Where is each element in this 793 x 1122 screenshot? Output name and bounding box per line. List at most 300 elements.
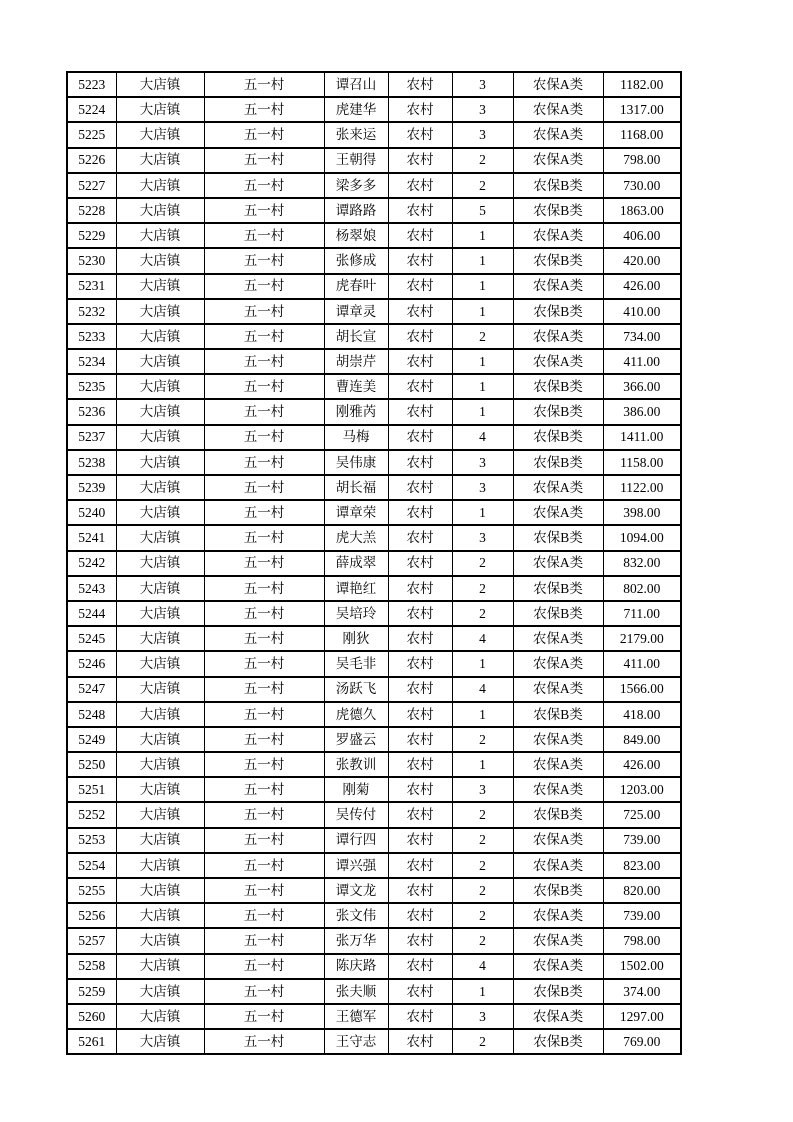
- person-name-cell: 刚菊: [324, 777, 388, 802]
- table-row: [67, 122, 681, 147]
- person-count-cell: 1: [452, 374, 513, 399]
- village-cell: 五一村: [204, 677, 324, 702]
- town-cell: 大店镇: [116, 248, 204, 273]
- person-count-cell: 4: [452, 677, 513, 702]
- amount-cell: 410.00: [603, 299, 681, 324]
- town-cell: 大店镇: [116, 97, 204, 122]
- person-name-cell: 王德军: [324, 1004, 388, 1029]
- row-id-cell: 5223: [67, 72, 116, 97]
- residence-type-cell: 农村: [388, 223, 452, 248]
- person-name-cell: 刚狄: [324, 626, 388, 651]
- town-cell: 大店镇: [116, 853, 204, 878]
- village-cell: 五一村: [204, 299, 324, 324]
- town-cell: 大店镇: [116, 324, 204, 349]
- person-count-cell: 1: [452, 651, 513, 676]
- row-id-cell: 5231: [67, 274, 116, 299]
- person-name-cell: 张文伟: [324, 903, 388, 928]
- village-cell: 五一村: [204, 551, 324, 576]
- person-name-cell: 谭艳红: [324, 576, 388, 601]
- amount-cell: 420.00: [603, 248, 681, 273]
- row-id-cell: 5254: [67, 853, 116, 878]
- insurance-category-cell: 农保A类: [513, 752, 603, 777]
- person-count-cell: 2: [452, 828, 513, 853]
- row-id-cell: 5240: [67, 500, 116, 525]
- insurance-category-cell: 农保B类: [513, 525, 603, 550]
- town-cell: 大店镇: [116, 475, 204, 500]
- amount-cell: 386.00: [603, 399, 681, 424]
- village-cell: 五一村: [204, 500, 324, 525]
- residence-type-cell: 农村: [388, 173, 452, 198]
- table-row: [67, 878, 681, 903]
- insurance-category-cell: 农保A类: [513, 148, 603, 173]
- residence-type-cell: 农村: [388, 777, 452, 802]
- person-count-cell: 3: [452, 1004, 513, 1029]
- insurance-category-cell: 农保A类: [513, 1004, 603, 1029]
- insurance-category-cell: 农保A类: [513, 223, 603, 248]
- insurance-category-cell: 农保A类: [513, 97, 603, 122]
- document-page: [66, 71, 682, 1055]
- insurance-category-cell: 农保B类: [513, 198, 603, 223]
- amount-cell: 1158.00: [603, 450, 681, 475]
- row-id-cell: 5245: [67, 626, 116, 651]
- amount-cell: 849.00: [603, 727, 681, 752]
- insurance-category-cell: 农保B类: [513, 576, 603, 601]
- insurance-category-cell: 农保A类: [513, 853, 603, 878]
- town-cell: 大店镇: [116, 399, 204, 424]
- person-name-cell: 张来运: [324, 122, 388, 147]
- town-cell: 大店镇: [116, 198, 204, 223]
- village-cell: 五一村: [204, 274, 324, 299]
- village-cell: 五一村: [204, 349, 324, 374]
- person-name-cell: 汤跃飞: [324, 677, 388, 702]
- person-count-cell: 2: [452, 878, 513, 903]
- person-count-cell: 2: [452, 173, 513, 198]
- person-name-cell: 王守志: [324, 1029, 388, 1054]
- village-cell: 五一村: [204, 576, 324, 601]
- person-count-cell: 3: [452, 97, 513, 122]
- village-cell: 五一村: [204, 954, 324, 979]
- amount-cell: 1863.00: [603, 198, 681, 223]
- table-row: [67, 954, 681, 979]
- person-count-cell: 3: [452, 475, 513, 500]
- row-id-cell: 5225: [67, 122, 116, 147]
- amount-cell: 769.00: [603, 1029, 681, 1054]
- residence-type-cell: 农村: [388, 1004, 452, 1029]
- table-row: [67, 651, 681, 676]
- table-row: [67, 349, 681, 374]
- village-cell: 五一村: [204, 802, 324, 827]
- residence-type-cell: 农村: [388, 374, 452, 399]
- insurance-category-cell: 农保B类: [513, 374, 603, 399]
- village-cell: 五一村: [204, 525, 324, 550]
- insurance-category-cell: 农保B类: [513, 425, 603, 450]
- person-count-cell: 1: [452, 299, 513, 324]
- town-cell: 大店镇: [116, 223, 204, 248]
- table-row: [67, 475, 681, 500]
- table-row: [67, 853, 681, 878]
- person-name-cell: 吴传付: [324, 802, 388, 827]
- town-cell: 大店镇: [116, 878, 204, 903]
- person-count-cell: 1: [452, 399, 513, 424]
- residence-type-cell: 农村: [388, 551, 452, 576]
- amount-cell: 730.00: [603, 173, 681, 198]
- row-id-cell: 5261: [67, 1029, 116, 1054]
- amount-cell: 398.00: [603, 500, 681, 525]
- village-cell: 五一村: [204, 727, 324, 752]
- row-id-cell: 5257: [67, 928, 116, 953]
- insurance-category-cell: 农保B类: [513, 399, 603, 424]
- amount-cell: 1203.00: [603, 777, 681, 802]
- town-cell: 大店镇: [116, 651, 204, 676]
- person-count-cell: 2: [452, 148, 513, 173]
- residence-type-cell: 农村: [388, 802, 452, 827]
- insurance-category-cell: 农保A类: [513, 72, 603, 97]
- table-row: [67, 551, 681, 576]
- person-name-cell: 王朝得: [324, 148, 388, 173]
- town-cell: 大店镇: [116, 274, 204, 299]
- table-row: [67, 828, 681, 853]
- row-id-cell: 5228: [67, 198, 116, 223]
- town-cell: 大店镇: [116, 777, 204, 802]
- row-id-cell: 5232: [67, 299, 116, 324]
- table-row: [67, 399, 681, 424]
- person-name-cell: 张万华: [324, 928, 388, 953]
- residence-type-cell: 农村: [388, 878, 452, 903]
- amount-cell: 418.00: [603, 702, 681, 727]
- amount-cell: 411.00: [603, 349, 681, 374]
- town-cell: 大店镇: [116, 374, 204, 399]
- town-cell: 大店镇: [116, 677, 204, 702]
- person-name-cell: 谭章灵: [324, 299, 388, 324]
- town-cell: 大店镇: [116, 903, 204, 928]
- person-name-cell: 胡长宣: [324, 324, 388, 349]
- table-row: [67, 97, 681, 122]
- town-cell: 大店镇: [116, 576, 204, 601]
- table-row: [67, 979, 681, 1004]
- village-cell: 五一村: [204, 702, 324, 727]
- amount-cell: 1317.00: [603, 97, 681, 122]
- table-row: [67, 1029, 681, 1054]
- village-cell: 五一村: [204, 651, 324, 676]
- person-count-cell: 1: [452, 752, 513, 777]
- person-count-cell: 1: [452, 979, 513, 1004]
- amount-cell: 1411.00: [603, 425, 681, 450]
- person-count-cell: 3: [452, 525, 513, 550]
- table-row: [67, 374, 681, 399]
- residence-type-cell: 农村: [388, 324, 452, 349]
- town-cell: 大店镇: [116, 122, 204, 147]
- person-name-cell: 吴毛非: [324, 651, 388, 676]
- person-name-cell: 罗盛云: [324, 727, 388, 752]
- person-name-cell: 梁多多: [324, 173, 388, 198]
- amount-cell: 832.00: [603, 551, 681, 576]
- person-name-cell: 杨翠娘: [324, 223, 388, 248]
- person-name-cell: 谭召山: [324, 72, 388, 97]
- insurance-category-cell: 农保B类: [513, 601, 603, 626]
- row-id-cell: 5246: [67, 651, 116, 676]
- residence-type-cell: 农村: [388, 72, 452, 97]
- amount-cell: 711.00: [603, 601, 681, 626]
- amount-cell: 802.00: [603, 576, 681, 601]
- row-id-cell: 5255: [67, 878, 116, 903]
- residence-type-cell: 农村: [388, 122, 452, 147]
- insurance-category-cell: 农保B类: [513, 1029, 603, 1054]
- insurance-category-cell: 农保A类: [513, 954, 603, 979]
- person-count-cell: 1: [452, 223, 513, 248]
- row-id-cell: 5235: [67, 374, 116, 399]
- amount-cell: 1566.00: [603, 677, 681, 702]
- town-cell: 大店镇: [116, 1004, 204, 1029]
- insurance-category-cell: 农保A类: [513, 500, 603, 525]
- residence-type-cell: 农村: [388, 349, 452, 374]
- table-row: [67, 173, 681, 198]
- amount-cell: 820.00: [603, 878, 681, 903]
- residence-type-cell: 农村: [388, 677, 452, 702]
- person-count-cell: 2: [452, 928, 513, 953]
- person-name-cell: 胡长福: [324, 475, 388, 500]
- person-name-cell: 张教训: [324, 752, 388, 777]
- row-id-cell: 5227: [67, 173, 116, 198]
- residence-type-cell: 农村: [388, 148, 452, 173]
- town-cell: 大店镇: [116, 601, 204, 626]
- records-table: [66, 71, 682, 1055]
- amount-cell: 406.00: [603, 223, 681, 248]
- person-count-cell: 3: [452, 72, 513, 97]
- person-count-cell: 1: [452, 274, 513, 299]
- village-cell: 五一村: [204, 626, 324, 651]
- person-name-cell: 谭兴强: [324, 853, 388, 878]
- person-name-cell: 虎建华: [324, 97, 388, 122]
- person-count-cell: 4: [452, 425, 513, 450]
- person-name-cell: 胡崇芹: [324, 349, 388, 374]
- person-name-cell: 谭章荣: [324, 500, 388, 525]
- amount-cell: 426.00: [603, 274, 681, 299]
- person-count-cell: 3: [452, 122, 513, 147]
- amount-cell: 1122.00: [603, 475, 681, 500]
- table-row: [67, 299, 681, 324]
- row-id-cell: 5241: [67, 525, 116, 550]
- person-name-cell: 马梅: [324, 425, 388, 450]
- amount-cell: 366.00: [603, 374, 681, 399]
- person-count-cell: 2: [452, 727, 513, 752]
- amount-cell: 2179.00: [603, 626, 681, 651]
- amount-cell: 1182.00: [603, 72, 681, 97]
- insurance-category-cell: 农保B类: [513, 802, 603, 827]
- row-id-cell: 5252: [67, 802, 116, 827]
- person-count-cell: 1: [452, 349, 513, 374]
- town-cell: 大店镇: [116, 626, 204, 651]
- person-name-cell: 谭行四: [324, 828, 388, 853]
- residence-type-cell: 农村: [388, 979, 452, 1004]
- row-id-cell: 5248: [67, 702, 116, 727]
- insurance-category-cell: 农保A类: [513, 828, 603, 853]
- insurance-category-cell: 农保A类: [513, 551, 603, 576]
- town-cell: 大店镇: [116, 450, 204, 475]
- village-cell: 五一村: [204, 1004, 324, 1029]
- row-id-cell: 5226: [67, 148, 116, 173]
- person-count-cell: 3: [452, 450, 513, 475]
- insurance-category-cell: 农保A类: [513, 122, 603, 147]
- residence-type-cell: 农村: [388, 450, 452, 475]
- town-cell: 大店镇: [116, 727, 204, 752]
- person-name-cell: 吴伟康: [324, 450, 388, 475]
- table-row: [67, 626, 681, 651]
- town-cell: 大店镇: [116, 425, 204, 450]
- row-id-cell: 5237: [67, 425, 116, 450]
- person-count-cell: 2: [452, 802, 513, 827]
- insurance-category-cell: 农保B类: [513, 173, 603, 198]
- insurance-category-cell: 农保B类: [513, 299, 603, 324]
- town-cell: 大店镇: [116, 299, 204, 324]
- person-count-cell: 1: [452, 248, 513, 273]
- row-id-cell: 5247: [67, 677, 116, 702]
- row-id-cell: 5259: [67, 979, 116, 1004]
- table-row: [67, 500, 681, 525]
- village-cell: 五一村: [204, 72, 324, 97]
- village-cell: 五一村: [204, 198, 324, 223]
- residence-type-cell: 农村: [388, 651, 452, 676]
- village-cell: 五一村: [204, 853, 324, 878]
- residence-type-cell: 农村: [388, 274, 452, 299]
- amount-cell: 823.00: [603, 853, 681, 878]
- person-name-cell: 吴培玲: [324, 601, 388, 626]
- residence-type-cell: 农村: [388, 248, 452, 273]
- person-name-cell: 张夫顺: [324, 979, 388, 1004]
- table-row: [67, 274, 681, 299]
- person-count-cell: 2: [452, 551, 513, 576]
- village-cell: 五一村: [204, 122, 324, 147]
- amount-cell: 426.00: [603, 752, 681, 777]
- residence-type-cell: 农村: [388, 903, 452, 928]
- town-cell: 大店镇: [116, 979, 204, 1004]
- table-row: [67, 525, 681, 550]
- table-row: [67, 72, 681, 97]
- village-cell: 五一村: [204, 601, 324, 626]
- residence-type-cell: 农村: [388, 475, 452, 500]
- residence-type-cell: 农村: [388, 1029, 452, 1054]
- village-cell: 五一村: [204, 1029, 324, 1054]
- insurance-category-cell: 农保A类: [513, 928, 603, 953]
- village-cell: 五一村: [204, 928, 324, 953]
- person-name-cell: 薛成翠: [324, 551, 388, 576]
- village-cell: 五一村: [204, 425, 324, 450]
- village-cell: 五一村: [204, 903, 324, 928]
- amount-cell: 798.00: [603, 928, 681, 953]
- town-cell: 大店镇: [116, 1029, 204, 1054]
- row-id-cell: 5224: [67, 97, 116, 122]
- row-id-cell: 5258: [67, 954, 116, 979]
- table-row: [67, 324, 681, 349]
- table-row: [67, 601, 681, 626]
- village-cell: 五一村: [204, 97, 324, 122]
- town-cell: 大店镇: [116, 551, 204, 576]
- village-cell: 五一村: [204, 324, 324, 349]
- village-cell: 五一村: [204, 450, 324, 475]
- town-cell: 大店镇: [116, 148, 204, 173]
- person-count-cell: 2: [452, 853, 513, 878]
- table-row: [67, 450, 681, 475]
- village-cell: 五一村: [204, 979, 324, 1004]
- residence-type-cell: 农村: [388, 954, 452, 979]
- town-cell: 大店镇: [116, 928, 204, 953]
- records-table-body: [67, 72, 681, 1054]
- row-id-cell: 5244: [67, 601, 116, 626]
- table-row: [67, 903, 681, 928]
- amount-cell: 1094.00: [603, 525, 681, 550]
- table-row: [67, 198, 681, 223]
- table-row: [67, 802, 681, 827]
- person-count-cell: 2: [452, 576, 513, 601]
- town-cell: 大店镇: [116, 802, 204, 827]
- insurance-category-cell: 农保A类: [513, 626, 603, 651]
- person-count-cell: 2: [452, 1029, 513, 1054]
- village-cell: 五一村: [204, 399, 324, 424]
- person-name-cell: 陈庆路: [324, 954, 388, 979]
- town-cell: 大店镇: [116, 72, 204, 97]
- table-row: [67, 677, 681, 702]
- row-id-cell: 5229: [67, 223, 116, 248]
- person-count-cell: 2: [452, 324, 513, 349]
- row-id-cell: 5243: [67, 576, 116, 601]
- table-row: [67, 248, 681, 273]
- residence-type-cell: 农村: [388, 626, 452, 651]
- insurance-category-cell: 农保A类: [513, 324, 603, 349]
- insurance-category-cell: 农保B类: [513, 979, 603, 1004]
- table-row: [67, 1004, 681, 1029]
- table-row: [67, 148, 681, 173]
- village-cell: 五一村: [204, 248, 324, 273]
- row-id-cell: 5233: [67, 324, 116, 349]
- row-id-cell: 5236: [67, 399, 116, 424]
- town-cell: 大店镇: [116, 954, 204, 979]
- insurance-category-cell: 农保A类: [513, 349, 603, 374]
- row-id-cell: 5242: [67, 551, 116, 576]
- person-count-cell: 4: [452, 954, 513, 979]
- person-count-cell: 4: [452, 626, 513, 651]
- row-id-cell: 5230: [67, 248, 116, 273]
- insurance-category-cell: 农保A类: [513, 727, 603, 752]
- insurance-category-cell: 农保A类: [513, 903, 603, 928]
- row-id-cell: 5238: [67, 450, 116, 475]
- row-id-cell: 5256: [67, 903, 116, 928]
- insurance-category-cell: 农保B类: [513, 248, 603, 273]
- village-cell: 五一村: [204, 777, 324, 802]
- person-name-cell: 曹连美: [324, 374, 388, 399]
- amount-cell: 725.00: [603, 802, 681, 827]
- row-id-cell: 5250: [67, 752, 116, 777]
- residence-type-cell: 农村: [388, 399, 452, 424]
- amount-cell: 411.00: [603, 651, 681, 676]
- person-name-cell: 谭文龙: [324, 878, 388, 903]
- person-name-cell: 谭路路: [324, 198, 388, 223]
- amount-cell: 734.00: [603, 324, 681, 349]
- person-name-cell: 张修成: [324, 248, 388, 273]
- table-row: [67, 752, 681, 777]
- person-name-cell: 虎德久: [324, 702, 388, 727]
- residence-type-cell: 农村: [388, 425, 452, 450]
- person-count-cell: 2: [452, 601, 513, 626]
- town-cell: 大店镇: [116, 173, 204, 198]
- row-id-cell: 5234: [67, 349, 116, 374]
- insurance-category-cell: 农保A类: [513, 475, 603, 500]
- insurance-category-cell: 农保A类: [513, 777, 603, 802]
- residence-type-cell: 农村: [388, 928, 452, 953]
- table-row: [67, 727, 681, 752]
- village-cell: 五一村: [204, 475, 324, 500]
- town-cell: 大店镇: [116, 828, 204, 853]
- row-id-cell: 5239: [67, 475, 116, 500]
- table-row: [67, 777, 681, 802]
